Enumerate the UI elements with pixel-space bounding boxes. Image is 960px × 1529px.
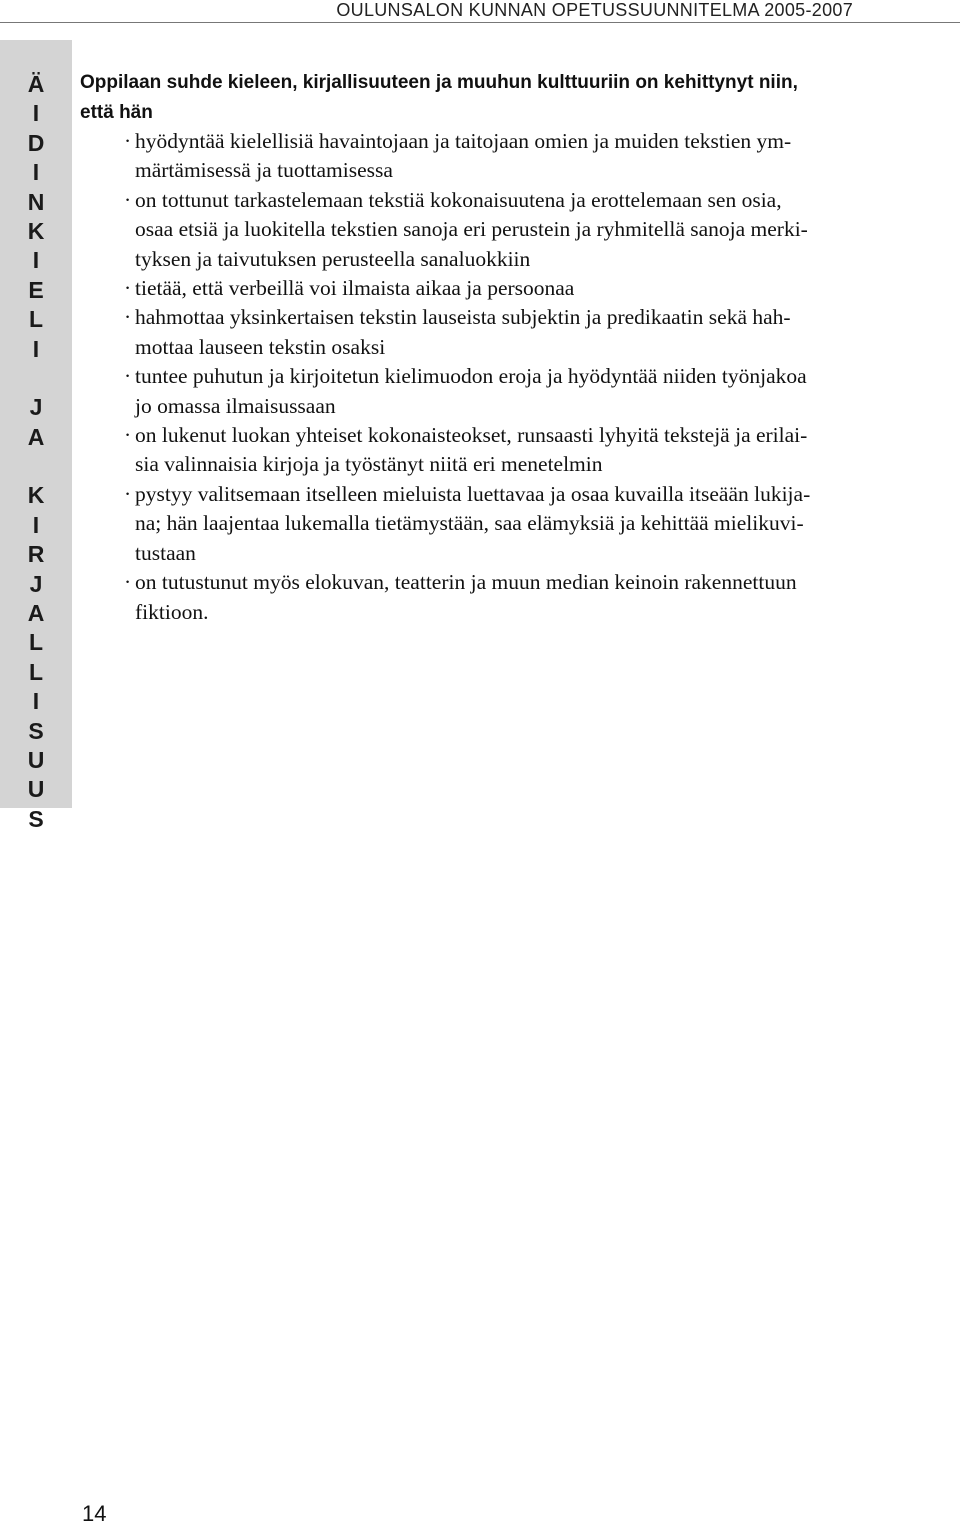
page-number: 14	[82, 1501, 107, 1526]
sidebar-letter: E	[28, 276, 44, 303]
sidebar-letter: Ä	[27, 71, 45, 97]
sidebar-letter: S	[28, 717, 44, 744]
sidebar-letter: I	[32, 335, 40, 362]
list-item-text-line: on tottunut tarkastelemaan tekstiä kokonaisuutena ja erottelemaan sen osia,	[135, 187, 782, 212]
list-item-text-line: hahmottaa yksinkertaisen tekstin lauseista subjektin ja predikaatin sekä hah-	[135, 305, 791, 330]
list-item-text-line: sia valinnaisia kirjoja ja työstänyt niitä eri menetelmin	[135, 452, 603, 477]
objectives-list	[80, 127, 958, 627]
list-item-text-line: tyksen ja taivutuksen perusteella sanaluokkiin	[135, 246, 531, 271]
list-item	[80, 274, 958, 303]
bullet-marker: ·	[124, 423, 132, 448]
bullet-marker: ·	[124, 364, 132, 389]
bullet-marker: ·	[124, 129, 132, 153]
list-item-text-line: na; hän laajentaa lukemalla tietämystään, saa elämyksiä ja kehittää mielikuvi-	[135, 511, 804, 536]
sidebar-letter: U	[27, 776, 45, 803]
list-item	[80, 568, 958, 627]
list-item	[80, 186, 958, 274]
header-rule	[0, 22, 960, 23]
list-item	[80, 480, 958, 568]
list-item-text-line: mottaa lauseen tekstin osaksi	[135, 334, 386, 359]
sidebar-spacer	[0, 452, 72, 481]
running-header: OULUNSALON KUNNAN OPETUSSUUNNITELMA 2005-2007	[336, 0, 853, 20]
list-item-text-line: tustaan	[135, 540, 196, 565]
main-content	[80, 68, 958, 627]
sidebar-letter: I	[32, 511, 40, 538]
sidebar-letter: L	[28, 629, 44, 656]
heading-line: että hän	[80, 101, 153, 123]
list-item-text-line: osaa etsiä ja luokitella tekstien sanoja eri perustein ja ryhmitellä sanoja merki-	[135, 217, 808, 242]
sidebar-letter: J	[29, 394, 43, 421]
bullet-marker: ·	[124, 305, 132, 330]
sidebar-spacer	[0, 364, 72, 393]
list-item-text-line: tietää, että verbeillä voi ilmaista aikaa ja persoonaa	[135, 276, 575, 301]
list-item-text-line: on tutustunut myös elokuvan, teatterin ja muun median keinoin rakennettuun	[135, 570, 797, 595]
list-item-text-line: tuntee puhutun ja kirjoitetun kielimuodon eroja ja hyödyntää niiden työnjakoa	[135, 364, 807, 389]
sidebar-letter: S	[28, 805, 44, 832]
bullet-marker: ·	[124, 570, 132, 595]
heading-line: Oppilaan suhde kieleen, kirjallisuuteen ja muuhun kulttuuriin on kehittynyt niin,	[80, 72, 798, 93]
sidebar-letter: L	[28, 306, 44, 333]
list-item	[80, 362, 958, 421]
list-item	[80, 303, 958, 362]
sidebar-letter: A	[27, 600, 45, 627]
sidebar-letter: U	[27, 746, 45, 773]
list-item-text-line: on lukenut luokan yhteiset kokonaisteokset, runsaasti lyhyitä tekstejä ja erilai-	[135, 423, 808, 448]
list-item-text-line: märtämisessä ja tuottamisessa	[135, 158, 393, 183]
list-item-text-line: fiktioon.	[135, 599, 209, 624]
sidebar-letter: D	[27, 129, 45, 156]
sidebar-letter: I	[32, 159, 40, 186]
sidebar-letter: I	[32, 247, 40, 274]
sidebar-letter: K	[27, 482, 45, 509]
sidebar-letter: L	[28, 658, 44, 685]
list-item	[80, 127, 958, 186]
list-item-text-line: hyödyntää kielellisiä havaintojaan ja taitojaan omien ja muiden tekstien ym-	[135, 129, 792, 153]
sidebar-letter: I	[32, 688, 40, 715]
bullet-marker: ·	[124, 481, 132, 506]
sidebar-letter: A	[27, 423, 45, 450]
sidebar-letter: J	[29, 570, 43, 597]
sidebar-letter: R	[27, 541, 45, 568]
sidebar-vertical-title	[0, 70, 72, 834]
sidebar-letter: K	[27, 217, 45, 244]
bullet-marker: ·	[124, 187, 132, 212]
list-item	[80, 421, 958, 480]
list-item-text-line: jo omassa ilmaisussaan	[135, 393, 336, 418]
list-item-text-line: pystyy valitsemaan itselleen mieluista luettavaa ja osaa kuvailla itseään lukija-	[135, 481, 811, 506]
section-heading	[80, 68, 958, 127]
sidebar-letter: N	[27, 188, 45, 215]
sidebar-letter: I	[32, 100, 40, 127]
bullet-marker: ·	[124, 276, 132, 301]
